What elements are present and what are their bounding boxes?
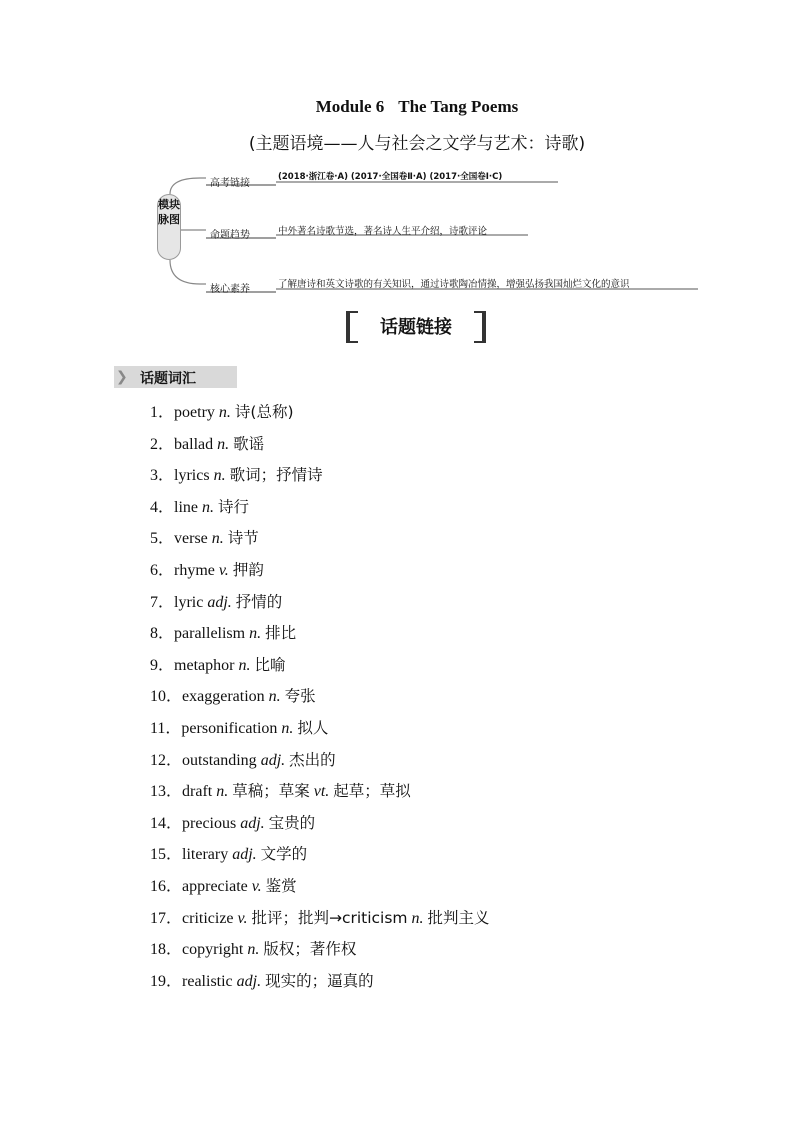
vocab-meaning: 排比 — [265, 624, 297, 643]
vocab-pos: v. — [251, 878, 262, 895]
map-label-trend: 命题趋势 — [210, 230, 250, 241]
vocab-pos: n. — [281, 720, 294, 737]
vocab-word: rhyme — [174, 562, 215, 579]
vocab-pos: adj. — [260, 751, 286, 769]
vocab-meaning: 夸张 — [284, 687, 316, 706]
vocab-number: 16． — [150, 878, 183, 895]
vocab-item — [150, 463, 323, 488]
bracket-right — [474, 311, 486, 343]
vocab-word: personification — [181, 720, 278, 737]
vocab-meaning: 杰出的 — [289, 750, 336, 769]
topic-link-banner — [346, 311, 486, 341]
chevron-right-icon: ❯ — [116, 369, 128, 385]
vocab-number: 19． — [150, 972, 183, 990]
vocab-item — [150, 590, 282, 615]
vocab-item — [150, 906, 490, 931]
vocab-meaning: 诗行 — [218, 497, 250, 516]
vocab-number: 4． — [150, 498, 175, 516]
vocab-word: realistic — [182, 972, 233, 990]
vocab-number: 6． — [150, 562, 175, 579]
vocab-word: criticize — [182, 909, 234, 927]
map-text-gaokao: (2018·浙江卷·A) (2017·全国卷Ⅱ·A) (2017·全国卷Ⅰ·C) — [278, 172, 503, 182]
vocab-number: 14． — [150, 814, 183, 832]
vocab-item — [150, 779, 411, 804]
vocab-item — [150, 653, 285, 678]
map-label-gaokao: 高考链接 — [210, 178, 250, 189]
vocab-pos: n. — [218, 404, 231, 421]
vocab-item — [150, 558, 264, 583]
vocab-meaning: 批评；批判→criticism — [251, 908, 408, 927]
vocab-meaning: 版权；著作权 — [263, 940, 357, 959]
vocab-number: 13． — [150, 783, 183, 801]
vocab-meaning: 拟人 — [297, 719, 329, 737]
vocab-item — [150, 842, 307, 867]
vocab-item — [150, 400, 294, 425]
vocab-number: 5． — [150, 530, 175, 548]
vocab-meaning: 起草；草拟 — [333, 782, 411, 801]
vocab-meaning: 诗节 — [227, 529, 259, 548]
vocab-pos: adj. — [236, 972, 262, 990]
vocab-item — [150, 526, 259, 551]
vocab-meaning: 宝贵的 — [268, 813, 316, 832]
vocab-item — [150, 937, 356, 962]
vocab-meaning: 比喻 — [254, 655, 286, 674]
vocab-meaning: 草稿；草案 — [232, 782, 310, 801]
vocab-meaning: 现实的；逼真的 — [265, 971, 374, 990]
vocab-pos: n. — [249, 625, 262, 643]
vocab-meaning: 押韵 — [232, 561, 264, 579]
map-text-trend: 中外著名诗歌节选，著名诗人生平介绍，诗歌评论 — [278, 226, 488, 237]
vocab-pos: n. — [268, 688, 281, 706]
vocab-number: 10． — [150, 688, 183, 706]
vocab-item — [150, 432, 264, 457]
vocab-word: outstanding — [182, 751, 257, 769]
vocab-number: 11． — [150, 720, 182, 737]
vocab-number: 2． — [150, 435, 175, 453]
vocab-item — [150, 621, 296, 646]
map-label-literacy: 核心素养 — [210, 284, 250, 295]
vocab-word: ballad — [174, 435, 214, 453]
vocab-word: line — [174, 498, 199, 516]
module-map-center: 模块脉图 — [157, 194, 181, 260]
vocab-pos: v. — [237, 909, 248, 927]
vocab-pos: n. — [411, 909, 424, 927]
vocab-number: 17． — [150, 909, 183, 927]
vocab-word: precious — [182, 814, 237, 832]
vocab-pos: adj. — [207, 593, 232, 611]
vocab-word: verse — [174, 530, 208, 548]
vocab-item — [150, 969, 374, 994]
vocab-pos: n. — [238, 656, 251, 674]
vocab-meaning: 抒情的 — [235, 592, 283, 611]
vocab-pos: n. — [247, 941, 260, 959]
vocab-word: appreciate — [182, 878, 248, 895]
vocab-pos: adj. — [232, 846, 257, 864]
vocab-meaning: 歌谣 — [233, 434, 265, 453]
vocab-item — [150, 811, 315, 836]
vocab-item — [150, 684, 316, 709]
section-title: 话题词汇 — [140, 371, 196, 387]
module-number: Module 6 — [315, 97, 385, 116]
vocab-pos: vt. — [313, 783, 330, 801]
vocab-number: 3． — [150, 467, 175, 485]
vocab-item — [150, 748, 336, 773]
vocab-meaning: 歌词；抒情诗 — [229, 466, 323, 485]
vocab-number: 15． — [150, 846, 183, 864]
vocab-word: draft — [182, 783, 213, 801]
vocab-number: 1． — [150, 404, 175, 421]
vocab-meaning: 鉴赏 — [265, 877, 297, 895]
vocab-word: lyrics — [174, 467, 210, 485]
vocab-word: literary — [182, 846, 229, 864]
vocab-pos: n. — [202, 498, 215, 516]
vocab-meaning: 诗(总称) — [234, 403, 294, 421]
vocab-pos: n. — [216, 783, 229, 801]
vocab-word: lyric — [174, 593, 204, 611]
vocab-item — [150, 495, 249, 520]
banner-text: 话题链接 — [380, 317, 452, 338]
vocab-pos: n. — [217, 435, 230, 453]
vocab-word: exaggeration — [182, 688, 265, 706]
vocab-number: 7． — [150, 593, 175, 611]
vocab-word: parallelism — [174, 625, 246, 643]
vocab-item — [150, 716, 328, 741]
module-name: The Tang Poems — [398, 97, 519, 116]
vocab-number: 18． — [150, 941, 183, 959]
module-map — [150, 168, 710, 296]
vocab-pos: n. — [211, 530, 224, 548]
vocab-word: poetry — [174, 404, 215, 421]
vocab-word: metaphor — [174, 656, 235, 674]
vocab-pos: v. — [218, 562, 229, 579]
vocab-meaning: 文学的 — [260, 845, 308, 864]
vocab-number: 9． — [150, 656, 175, 674]
vocab-pos: adj. — [240, 814, 265, 832]
vocab-pos: n. — [213, 467, 226, 485]
vocab-number: 12． — [150, 751, 183, 769]
page-title — [0, 97, 794, 117]
section-header — [114, 366, 237, 388]
vocab-item — [150, 874, 297, 899]
page-subtitle: (主题语境——人与社会之文学与艺术：诗歌) — [248, 134, 586, 154]
vocab-number: 8． — [150, 625, 175, 643]
map-text-literacy: 了解唐诗和英文诗歌的有关知识，通过诗歌陶冶情操，增强弘扬我国灿烂文化的意识 — [278, 279, 630, 290]
vocab-word: copyright — [182, 941, 244, 959]
vocab-meaning: 批判主义 — [427, 908, 490, 927]
